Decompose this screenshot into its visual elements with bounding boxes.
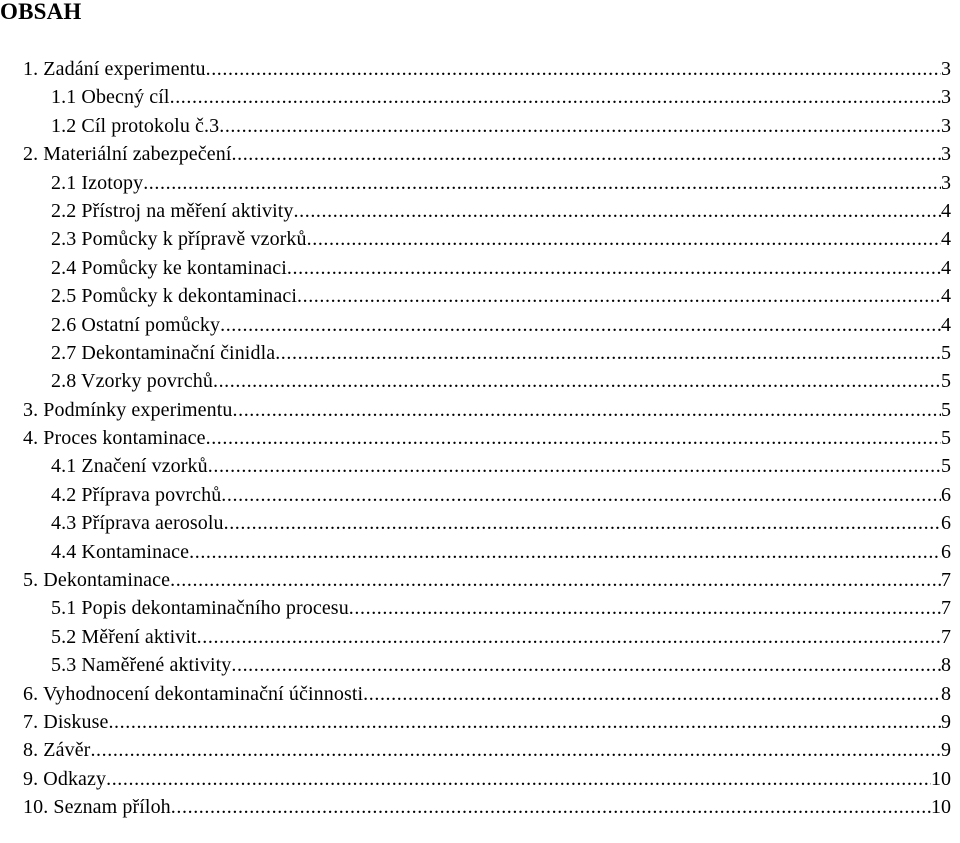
toc-entry-label: 4.1 Značení vzorků bbox=[51, 455, 208, 478]
toc-dot-leader bbox=[232, 140, 942, 168]
toc-entry-label: 10. Seznam příloh bbox=[23, 796, 171, 819]
toc-page-number: 7 bbox=[941, 597, 951, 620]
toc-entry-label: 4.2 Příprava povrchů bbox=[51, 483, 222, 506]
toc-entry-label: 2.3 Pomůcky k přípravě vzorků bbox=[51, 228, 307, 251]
toc-entry[interactable] bbox=[0, 509, 951, 537]
toc-entry-label: 5.1 Popis dekontaminačního procesu bbox=[51, 597, 349, 620]
toc-entry-label: 2.4 Pomůcky ke kontaminaci bbox=[51, 256, 287, 279]
toc-page-number: 6 bbox=[941, 483, 951, 506]
toc-dot-leader bbox=[275, 339, 941, 367]
toc-dot-leader bbox=[233, 396, 942, 424]
toc-entry[interactable] bbox=[0, 197, 951, 225]
toc-page-number: 10 bbox=[931, 767, 951, 790]
toc-entry[interactable] bbox=[0, 424, 951, 452]
toc-entry-label: 4. Proces kontaminace bbox=[23, 427, 206, 450]
toc-entry[interactable] bbox=[0, 481, 951, 509]
toc-dot-leader bbox=[189, 538, 941, 566]
toc-entry-label: 4.3 Příprava aerosolu bbox=[51, 512, 224, 535]
toc-entry-label: 7. Diskuse bbox=[23, 710, 109, 733]
toc-page-number: 4 bbox=[941, 228, 951, 251]
toc-entry-label: 6. Vyhodnocení dekontaminační účinnosti bbox=[23, 682, 364, 705]
toc-entry-label: 5. Dekontaminace bbox=[23, 569, 171, 592]
toc-entry[interactable] bbox=[0, 765, 951, 793]
toc-page-number: 4 bbox=[941, 199, 951, 222]
toc-dot-leader bbox=[231, 651, 941, 679]
toc-page-number: 4 bbox=[941, 256, 951, 279]
toc-page-number: 5 bbox=[941, 341, 951, 364]
toc-dot-leader bbox=[197, 623, 941, 651]
toc-entry[interactable] bbox=[0, 169, 951, 197]
toc-entry[interactable] bbox=[0, 55, 951, 83]
toc-dot-leader bbox=[90, 736, 941, 764]
toc-entry-label: 2. Materiální zabezpečení bbox=[23, 143, 232, 166]
toc-entry-label: 1. Zadání experimentu bbox=[23, 58, 206, 80]
toc-page-number: 6 bbox=[941, 540, 951, 563]
toc-entry[interactable] bbox=[0, 566, 951, 594]
toc-entry[interactable] bbox=[0, 452, 951, 480]
toc-entry[interactable] bbox=[0, 651, 951, 679]
toc-entry[interactable] bbox=[0, 140, 951, 168]
toc-entry[interactable] bbox=[0, 339, 951, 367]
toc-dot-leader bbox=[287, 254, 941, 282]
toc-dot-leader bbox=[213, 367, 941, 395]
toc-entry[interactable] bbox=[0, 112, 951, 140]
toc-entry-label: 9. Odkazy bbox=[23, 767, 107, 790]
toc-entry-label: 4.4 Kontaminace bbox=[51, 540, 190, 563]
toc-page-number: 3 bbox=[941, 86, 951, 109]
toc-page-number: 6 bbox=[941, 512, 951, 535]
toc-entry[interactable] bbox=[0, 538, 951, 566]
toc-dot-leader bbox=[208, 452, 941, 480]
toc-entry[interactable] bbox=[0, 83, 951, 111]
table-of-contents bbox=[0, 55, 951, 822]
toc-entry[interactable] bbox=[0, 680, 951, 708]
toc-entry-label: 3. Podmínky experimentu bbox=[23, 398, 233, 421]
toc-page-number: 5 bbox=[941, 370, 951, 393]
toc-entry[interactable] bbox=[0, 254, 951, 282]
toc-page-number: 4 bbox=[941, 313, 951, 336]
toc-entry[interactable] bbox=[0, 594, 951, 622]
toc-page-number: 3 bbox=[941, 143, 951, 166]
toc-page-number: 3 bbox=[941, 114, 951, 137]
toc-page-number: 3 bbox=[941, 171, 951, 194]
toc-page-number: 7 bbox=[941, 569, 951, 592]
toc-dot-leader bbox=[108, 708, 941, 736]
toc-entry-label: 8. Závěr bbox=[23, 739, 91, 762]
toc-dot-leader bbox=[221, 481, 941, 509]
toc-dot-leader bbox=[206, 424, 941, 452]
toc-page-number: 8 bbox=[941, 654, 951, 677]
toc-entry-label: 2.6 Ostatní pomůcky bbox=[51, 313, 221, 336]
toc-page-number: 5 bbox=[941, 398, 951, 421]
toc-dot-leader bbox=[349, 594, 941, 622]
toc-page-number: 10 bbox=[931, 796, 951, 819]
toc-dot-leader bbox=[143, 169, 941, 197]
toc-entry[interactable] bbox=[0, 396, 951, 424]
toc-entry-label: 2.5 Pomůcky k dekontaminaci bbox=[51, 285, 297, 308]
toc-entry-label: 2.1 Izotopy bbox=[51, 171, 144, 194]
toc-entry[interactable] bbox=[0, 367, 951, 395]
toc-page-number: 9 bbox=[941, 710, 951, 733]
toc-page-number: 3 bbox=[941, 58, 951, 80]
toc-entry-label: 1.2 Cíl protokolu č.3 bbox=[51, 114, 220, 137]
toc-page-number: 9 bbox=[941, 739, 951, 762]
toc-entry-label: 2.8 Vzorky povrchů bbox=[51, 370, 213, 393]
toc-page-number: 8 bbox=[941, 682, 951, 705]
toc-dot-leader bbox=[206, 55, 941, 83]
toc-dot-leader bbox=[307, 225, 941, 253]
toc-entry-label: 2.7 Dekontaminační činidla bbox=[51, 341, 276, 364]
toc-dot-leader bbox=[294, 197, 941, 225]
toc-page-number: 5 bbox=[941, 455, 951, 478]
toc-entry-label: 1.1 Obecný cíl bbox=[51, 86, 170, 109]
toc-dot-leader bbox=[224, 509, 941, 537]
toc-entry[interactable] bbox=[0, 736, 951, 764]
toc-dot-leader bbox=[219, 112, 941, 140]
toc-entry-label: 5.3 Naměřené aktivity bbox=[51, 654, 232, 677]
toc-dot-leader bbox=[170, 566, 941, 594]
toc-entry[interactable] bbox=[0, 311, 951, 339]
toc-entry[interactable] bbox=[0, 708, 951, 736]
toc-dot-leader bbox=[106, 765, 931, 793]
toc-page-number: 4 bbox=[941, 285, 951, 308]
toc-dot-leader bbox=[171, 793, 931, 821]
toc-entry-label: 2.2 Přístroj na měření aktivity bbox=[51, 199, 294, 222]
toc-dot-leader bbox=[297, 282, 941, 310]
page-title: OBSAH bbox=[0, 0, 82, 24]
toc-page-number: 5 bbox=[941, 427, 951, 450]
toc-entry[interactable] bbox=[0, 793, 951, 821]
toc-page-number: 7 bbox=[941, 625, 951, 648]
toc-dot-leader bbox=[170, 83, 941, 111]
toc-entry[interactable] bbox=[0, 225, 951, 253]
toc-entry-label: 5.2 Měření aktivit bbox=[51, 625, 197, 648]
toc-entry[interactable] bbox=[0, 282, 951, 310]
toc-dot-leader bbox=[220, 311, 941, 339]
toc-entry[interactable] bbox=[0, 623, 951, 651]
toc-dot-leader bbox=[363, 680, 941, 708]
